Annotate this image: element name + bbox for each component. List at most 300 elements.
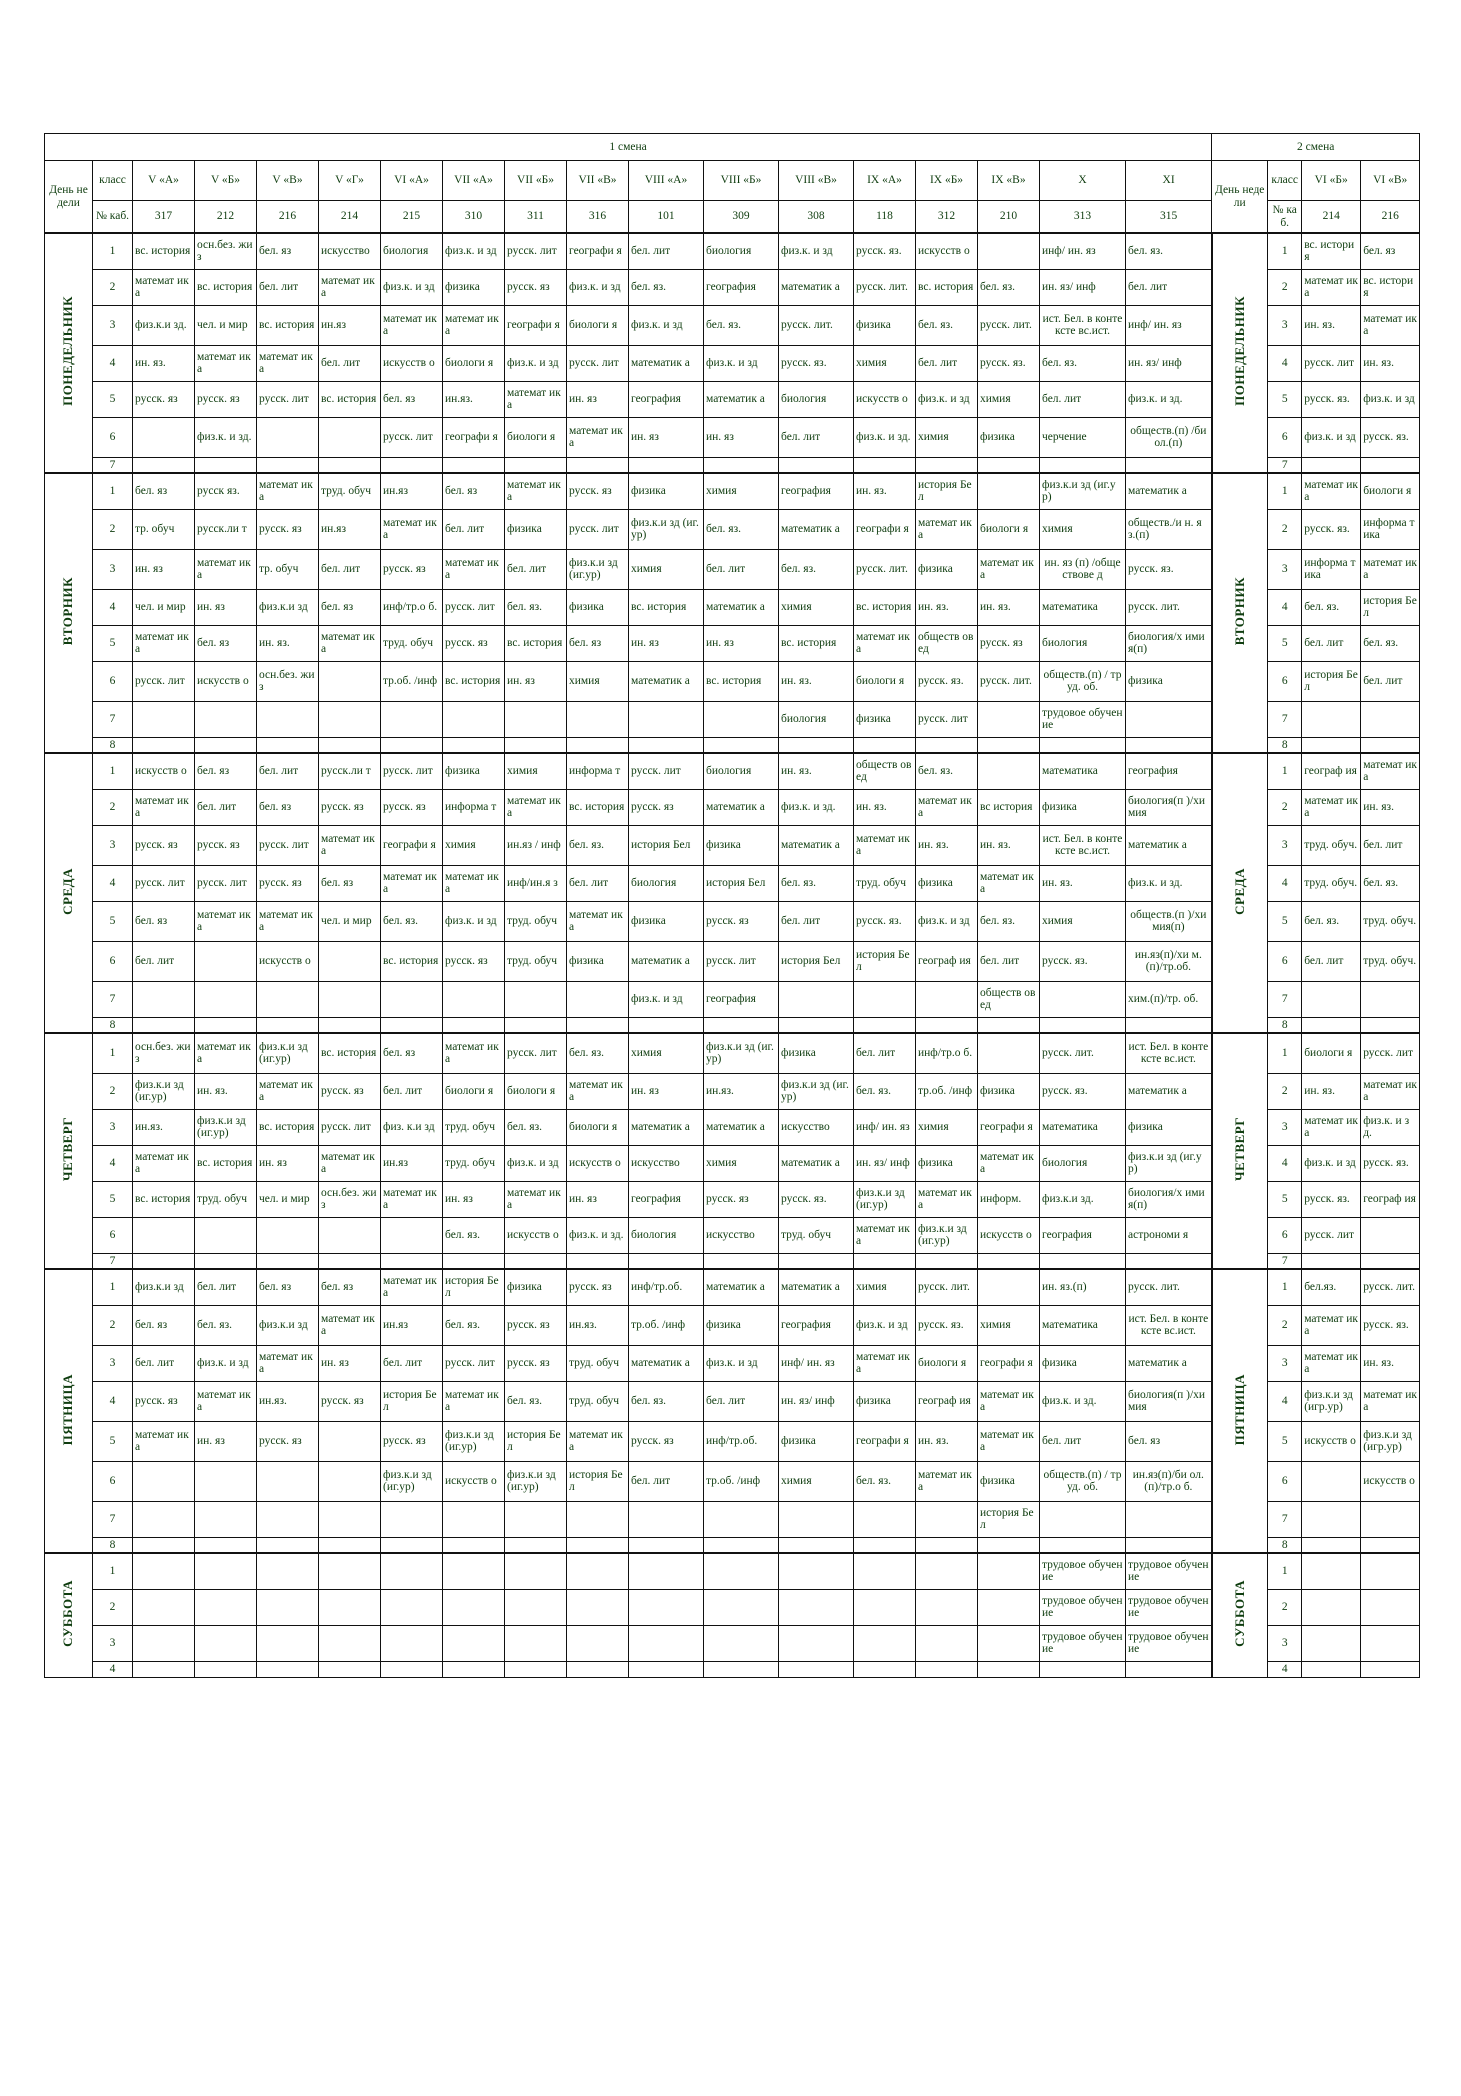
lesson-cell-2: [1302, 457, 1361, 473]
lesson-cell-2: информа тика: [1361, 509, 1420, 549]
lesson-cell: вс. история: [195, 1145, 257, 1181]
lesson-cell: [779, 1553, 854, 1589]
class-header-cell-2: VI «В»: [1361, 161, 1420, 201]
lesson-cell: черчение: [1040, 417, 1126, 457]
lesson-cell: вс. история: [779, 625, 854, 661]
lesson-cell: химия: [629, 1033, 704, 1073]
lesson-cell: бел. яз: [133, 473, 195, 509]
lesson-cell: русск. лит: [629, 753, 704, 789]
lesson-cell: ин.яз: [319, 305, 381, 345]
lesson-cell: [916, 1537, 978, 1553]
lesson-cell-2: математ ика: [1302, 473, 1361, 509]
lesson-cell: химия: [1040, 509, 1126, 549]
lesson-cell: химия: [567, 661, 629, 701]
lesson-cell: [567, 1253, 629, 1269]
lesson-cell: [505, 981, 567, 1017]
lesson-number: 2: [93, 789, 133, 825]
lesson-row: [45, 753, 1420, 789]
lesson-cell: ин. яз.: [779, 753, 854, 789]
lesson-cell-2: бел. яз: [1361, 233, 1420, 269]
lesson-cell: ин.яз: [381, 1305, 443, 1345]
lesson-cell: инф/ ин. яз: [779, 1345, 854, 1381]
lesson-cell: физ. к.и зд: [381, 1109, 443, 1145]
lesson-cell: [704, 1537, 779, 1553]
lesson-cell: бел. лит: [567, 865, 629, 901]
lesson-cell: русск. яз: [629, 789, 704, 825]
lesson-cell: ин. яз/ инф: [1126, 345, 1212, 381]
lesson-number: 5: [93, 1181, 133, 1217]
lesson-cell-2: [1361, 1625, 1420, 1661]
lesson-cell: [978, 457, 1040, 473]
lesson-cell: бел. лит: [629, 233, 704, 269]
lesson-number-2: 3: [1268, 1625, 1302, 1661]
lesson-cell: физ.к.и зд (иг.ур): [567, 549, 629, 589]
lesson-cell: [505, 1017, 567, 1033]
lesson-cell: русск. лит.: [1126, 1269, 1212, 1305]
lesson-cell: математ ика: [257, 901, 319, 941]
day-label-2-tuesday: [1212, 473, 1268, 753]
lesson-cell: русск. яз: [505, 1305, 567, 1345]
lesson-cell: [443, 457, 505, 473]
lesson-cell: русск. лит: [704, 941, 779, 981]
lesson-cell: [567, 1501, 629, 1537]
lesson-cell-2: ин. яз.: [1361, 1345, 1420, 1381]
lesson-cell: [567, 1625, 629, 1661]
lesson-cell: [779, 981, 854, 1017]
lesson-cell-2: [1302, 1017, 1361, 1033]
lesson-number: 1: [93, 1553, 133, 1589]
lesson-number-2: 4: [1268, 1145, 1302, 1181]
lesson-cell: история Бел: [854, 941, 916, 981]
lesson-cell: [978, 753, 1040, 789]
lesson-cell: математик а: [779, 509, 854, 549]
lesson-cell: русск. лит.: [1126, 589, 1212, 625]
lesson-cell: математик а: [704, 589, 779, 625]
lesson-cell-2: бел. лит: [1361, 825, 1420, 865]
day-name-2: ВТОРНИК: [1231, 577, 1247, 646]
lesson-cell-2: русск. лит.: [1361, 1269, 1420, 1305]
lesson-cell: [779, 1661, 854, 1677]
lesson-cell: математ ика: [319, 1305, 381, 1345]
lesson-cell: физ.к. и зд.: [779, 789, 854, 825]
lesson-cell: математ ика: [195, 345, 257, 381]
lesson-cell: [381, 1553, 443, 1589]
lesson-cell: астрономи я: [1126, 1217, 1212, 1253]
lesson-cell: ин. яз.: [195, 1073, 257, 1109]
lesson-cell: ин. яз: [629, 1073, 704, 1109]
lesson-cell: физика: [854, 701, 916, 737]
lesson-cell: [319, 1553, 381, 1589]
lesson-cell: трудовое обучение: [1126, 1625, 1212, 1661]
lesson-cell: ин. яз: [704, 417, 779, 457]
lesson-cell: химия: [854, 345, 916, 381]
lesson-cell: географи я: [978, 1345, 1040, 1381]
lesson-cell: [1126, 1501, 1212, 1537]
lesson-cell: математик а: [779, 1145, 854, 1181]
lesson-cell: [1126, 1661, 1212, 1677]
lesson-cell: чел. и мир: [257, 1181, 319, 1217]
lesson-cell: математик а: [704, 789, 779, 825]
lesson-cell: [916, 1553, 978, 1589]
lesson-cell: бел. лит: [779, 417, 854, 457]
lesson-cell: русск. яз: [319, 1073, 381, 1109]
lesson-cell: [319, 701, 381, 737]
lesson-cell: биология: [629, 865, 704, 901]
lesson-cell: бел. яз: [381, 1033, 443, 1073]
lesson-number-2: 5: [1268, 1421, 1302, 1461]
lesson-cell: бел. лит: [133, 1345, 195, 1381]
lesson-number: 7: [93, 701, 133, 737]
lesson-number: 1: [93, 1269, 133, 1305]
lesson-cell: математ ика: [978, 865, 1040, 901]
day-name: СУББОТА: [60, 1580, 76, 1647]
room-number-cell: 215: [381, 201, 443, 234]
lesson-cell: [1040, 1661, 1126, 1677]
lesson-cell: бел. лит: [1040, 1421, 1126, 1461]
lesson-cell: химия: [629, 549, 704, 589]
lesson-cell: [978, 701, 1040, 737]
lesson-cell: ин. яз: [567, 381, 629, 417]
lesson-cell: [195, 941, 257, 981]
lesson-cell-2: математ ика: [1361, 753, 1420, 789]
lesson-cell: искусств о: [505, 1217, 567, 1253]
lesson-cell: химия: [779, 1461, 854, 1501]
day-name-2: СУББОТА: [1231, 1580, 1247, 1647]
lesson-cell: [854, 1501, 916, 1537]
lesson-cell: география: [704, 981, 779, 1017]
lesson-cell: математ ика: [195, 549, 257, 589]
lesson-cell: обществ./и н. яз.(п): [1126, 509, 1212, 549]
lesson-number-2: 4: [1268, 865, 1302, 901]
lesson-cell: ин.яз: [319, 509, 381, 549]
lesson-cell: вс. история: [505, 625, 567, 661]
lesson-number: 6: [93, 941, 133, 981]
lesson-cell: математ ика: [381, 1269, 443, 1305]
lesson-cell: [854, 1553, 916, 1589]
lesson-cell: физ.к. и зд: [779, 233, 854, 269]
lesson-cell: биологи я: [443, 345, 505, 381]
lesson-cell: [319, 981, 381, 1017]
lesson-cell: труд. обуч: [319, 473, 381, 509]
lesson-cell: [257, 1589, 319, 1625]
lesson-cell: [704, 701, 779, 737]
lesson-cell: русск. яз: [505, 269, 567, 305]
lesson-cell: математ ика: [567, 417, 629, 457]
lesson-cell: математ ика: [978, 1381, 1040, 1421]
lesson-cell: ин. яз.: [916, 825, 978, 865]
lesson-number: 4: [93, 865, 133, 901]
lesson-cell: физика: [443, 269, 505, 305]
lesson-cell: [916, 1661, 978, 1677]
lesson-number-2: 5: [1268, 381, 1302, 417]
day-name: СРЕДА: [60, 867, 76, 915]
lesson-cell: русск. яз: [505, 1345, 567, 1381]
lesson-cell: физ.к. и зд.: [854, 417, 916, 457]
lesson-cell: тр. обуч: [257, 549, 319, 589]
room-header-2: № каб.: [1268, 201, 1302, 234]
lesson-number-2: 3: [1268, 549, 1302, 589]
lesson-cell: математ ика: [133, 1145, 195, 1181]
lesson-cell-2: искусств о: [1361, 1461, 1420, 1501]
lesson-cell: математ ика: [319, 825, 381, 865]
lesson-cell: [505, 737, 567, 753]
lesson-cell: химия: [854, 1269, 916, 1305]
lesson-cell: русск. яз.: [779, 1181, 854, 1217]
lesson-cell: русск. яз.: [1040, 941, 1126, 981]
lesson-cell: [133, 1661, 195, 1677]
lesson-number: 3: [93, 305, 133, 345]
lesson-cell-2: [1361, 1553, 1420, 1589]
day-name-2: ЧЕТВЕРГ: [1231, 1117, 1247, 1182]
lesson-cell: [854, 1589, 916, 1625]
lesson-number-2: 5: [1268, 901, 1302, 941]
day-label-2-friday: [1212, 1269, 1268, 1553]
lesson-cell: инф/тр.о б.: [381, 589, 443, 625]
lesson-cell: [381, 457, 443, 473]
lesson-cell: биология/х имия(п): [1126, 1181, 1212, 1217]
lesson-cell: вс история: [978, 789, 1040, 825]
lesson-number: 3: [93, 1345, 133, 1381]
lesson-cell: бел. яз: [1126, 1421, 1212, 1461]
lesson-cell: биология(п )/химия: [1126, 1381, 1212, 1421]
lesson-cell: труд. обуч: [443, 1145, 505, 1181]
lesson-cell: [133, 1553, 195, 1589]
lesson-cell: [629, 1625, 704, 1661]
lesson-cell-2: бел. яз.: [1302, 901, 1361, 941]
lesson-cell: [257, 1661, 319, 1677]
lesson-cell: бел. яз: [257, 1269, 319, 1305]
lesson-cell: бел. яз.: [505, 1109, 567, 1145]
lesson-cell: тр.об. /инф: [629, 1305, 704, 1345]
lesson-cell: [704, 1661, 779, 1677]
lesson-cell: ин.яз(п)/хи м.(п)/тр.об.: [1126, 941, 1212, 981]
lesson-cell: [195, 701, 257, 737]
lesson-cell: [916, 1625, 978, 1661]
lesson-cell: русск. лит: [443, 1345, 505, 1381]
lesson-cell: ин. яз.: [916, 589, 978, 625]
lesson-cell: история Бел: [916, 473, 978, 509]
lesson-cell: вс. история: [443, 661, 505, 701]
lesson-number-2: 8: [1268, 1537, 1302, 1553]
lesson-cell: [133, 1253, 195, 1269]
lesson-cell: бел. яз.: [629, 1381, 704, 1421]
lesson-cell: осн.без. жиз: [133, 1033, 195, 1073]
class-header-cell: VIII «В»: [779, 161, 854, 201]
lesson-cell: [257, 1553, 319, 1589]
lesson-cell: химия: [505, 753, 567, 789]
lesson-cell: ин. яз: [629, 625, 704, 661]
lesson-cell: бел. яз.: [443, 1305, 505, 1345]
lesson-cell: инф/тр.об.: [704, 1421, 779, 1461]
lesson-cell: математ ика: [257, 473, 319, 509]
lesson-cell: [916, 457, 978, 473]
lesson-cell: [779, 1537, 854, 1553]
lesson-number: 3: [93, 1625, 133, 1661]
lesson-number-2: 1: [1268, 1033, 1302, 1073]
lesson-cell: биологи я: [505, 1073, 567, 1109]
day-label-2-thursday: [1212, 1033, 1268, 1269]
lesson-cell: искусств о: [133, 753, 195, 789]
lesson-cell-2: биологи я: [1302, 1033, 1361, 1073]
lesson-cell: информа т: [443, 789, 505, 825]
day-label-wednesday: [45, 753, 93, 1033]
room-number-cell: 214: [319, 201, 381, 234]
lesson-cell: [319, 1017, 381, 1033]
lesson-number: 5: [93, 381, 133, 417]
lesson-cell: математ ика: [319, 269, 381, 305]
lesson-number-2: 5: [1268, 1181, 1302, 1217]
lesson-cell: [505, 1553, 567, 1589]
lesson-cell: хим.(п)/тр. об.: [1126, 981, 1212, 1017]
lesson-cell-2: [1302, 1461, 1361, 1501]
lesson-cell: [854, 457, 916, 473]
lesson-cell: химия: [1040, 901, 1126, 941]
lesson-number: 2: [93, 1589, 133, 1625]
lesson-cell: физика: [567, 941, 629, 981]
lesson-cell: [381, 1589, 443, 1625]
lesson-cell: географи я: [443, 417, 505, 457]
lesson-cell: физика: [1040, 789, 1126, 825]
lesson-cell: [257, 1501, 319, 1537]
lesson-cell: бел. яз: [133, 1305, 195, 1345]
lesson-cell: история Бел: [978, 1501, 1040, 1537]
lesson-cell-2: математ ика: [1302, 789, 1361, 825]
lesson-cell: [505, 1589, 567, 1625]
lesson-cell: ин. яз/ инф: [779, 1381, 854, 1421]
lesson-cell: [443, 701, 505, 737]
lesson-cell: вс. история: [257, 305, 319, 345]
lesson-cell: физика: [704, 1305, 779, 1345]
schedule-sheet: [44, 133, 1417, 1678]
schedule-table: [44, 133, 1420, 1678]
lesson-cell: [381, 1017, 443, 1033]
lesson-cell-2: биологи я: [1361, 473, 1420, 509]
lesson-cell-2: ин. яз.: [1361, 789, 1420, 825]
lesson-cell: математ ика: [978, 1145, 1040, 1181]
lesson-cell: физ.к. и зд: [854, 1305, 916, 1345]
lesson-cell: ин. яз/ инф: [854, 1145, 916, 1181]
lesson-cell: биология: [381, 233, 443, 269]
lesson-cell: вс. история: [916, 269, 978, 305]
lesson-cell: [916, 1501, 978, 1537]
day-label-tuesday: [45, 473, 93, 753]
lesson-cell: русск. яз: [257, 509, 319, 549]
lesson-cell: бел. яз.: [443, 1217, 505, 1253]
lesson-cell-2: русск. яз.: [1361, 1305, 1420, 1345]
lesson-cell: бел. лит: [704, 549, 779, 589]
lesson-cell: бел. лит: [704, 1381, 779, 1421]
lesson-cell: [505, 1537, 567, 1553]
lesson-cell-2: русск. яз.: [1302, 381, 1361, 417]
lesson-cell: чел. и мир: [133, 589, 195, 625]
lesson-cell: [1040, 1501, 1126, 1537]
lesson-cell: физ.к.и зд: [133, 1269, 195, 1305]
lesson-cell: [381, 1501, 443, 1537]
lesson-cell: [854, 1017, 916, 1033]
lesson-cell: труд. обуч: [854, 865, 916, 901]
lesson-cell: [319, 1537, 381, 1553]
lesson-cell-2: математ ика: [1302, 269, 1361, 305]
lesson-number: 3: [93, 549, 133, 589]
lesson-cell: [779, 1625, 854, 1661]
lesson-cell-2: математ ика: [1361, 549, 1420, 589]
room-number-cell: 118: [854, 201, 916, 234]
lesson-cell: физ.к. и зд: [704, 345, 779, 381]
lesson-cell: биологи я: [978, 509, 1040, 549]
lesson-cell: русск.ли т: [195, 509, 257, 549]
lesson-cell: инф/тр.об.: [629, 1269, 704, 1305]
lesson-number: 6: [93, 1461, 133, 1501]
lesson-cell: бел. яз.: [916, 753, 978, 789]
lesson-cell: [1126, 737, 1212, 753]
lesson-cell-2: вс. история: [1361, 269, 1420, 305]
lesson-cell: [257, 1017, 319, 1033]
lesson-cell: бел. яз.: [567, 825, 629, 865]
lesson-cell: [195, 1461, 257, 1501]
lesson-number-2: 2: [1268, 1073, 1302, 1109]
lesson-cell-2: бел. яз.: [1361, 865, 1420, 901]
lesson-cell: физика: [916, 1145, 978, 1181]
lesson-cell: биология(п )/химия: [1126, 789, 1212, 825]
lesson-cell: русск. лит: [257, 381, 319, 417]
lesson-number-2: 7: [1268, 981, 1302, 1017]
lesson-cell: [854, 1661, 916, 1677]
room-number-cell: 308: [779, 201, 854, 234]
lesson-cell: [854, 1625, 916, 1661]
lesson-cell: [381, 701, 443, 737]
lesson-number: 5: [93, 901, 133, 941]
lesson-cell: бел. яз.: [854, 1073, 916, 1109]
lesson-cell: [195, 1017, 257, 1033]
lesson-cell: ин. яз: [195, 589, 257, 625]
lesson-cell: трудовое обучение: [1126, 1589, 1212, 1625]
room-number-cell: 216: [257, 201, 319, 234]
lesson-cell: [195, 1501, 257, 1537]
lesson-cell: биология: [1040, 1145, 1126, 1181]
lesson-cell: [916, 981, 978, 1017]
lesson-cell-2: русск. лит: [1302, 1217, 1361, 1253]
lesson-cell: ин. яз: [704, 625, 779, 661]
lesson-cell: труд. обуч: [195, 1181, 257, 1217]
lesson-cell: трудовое обучение: [1040, 1589, 1126, 1625]
lesson-cell: [505, 1625, 567, 1661]
lesson-cell-2: [1302, 1253, 1361, 1269]
lesson-cell: русск. лит.: [854, 269, 916, 305]
lesson-number: 2: [93, 269, 133, 305]
lesson-cell-2: русск. яз.: [1302, 1181, 1361, 1217]
lesson-cell: [257, 1461, 319, 1501]
lesson-cell: ин. яз.: [854, 789, 916, 825]
lesson-cell: бел. лит: [916, 345, 978, 381]
lesson-number-2: 2: [1268, 789, 1302, 825]
lesson-cell: [443, 1537, 505, 1553]
lesson-cell: математик а: [629, 1345, 704, 1381]
lesson-cell: бел. яз.: [978, 269, 1040, 305]
lesson-cell: [381, 981, 443, 1017]
lesson-cell: вс. история: [133, 233, 195, 269]
lesson-cell: [443, 1625, 505, 1661]
lesson-cell: ин. яз.: [854, 473, 916, 509]
lesson-cell: [704, 737, 779, 753]
lesson-cell: [978, 233, 1040, 269]
lesson-number-2: 3: [1268, 825, 1302, 865]
lesson-cell: ин.яз / инф: [505, 825, 567, 865]
class-header-cell: XI: [1126, 161, 1212, 201]
lesson-cell: [567, 1589, 629, 1625]
lesson-cell-2: бел. лит: [1302, 625, 1361, 661]
lesson-cell-2: искусств о: [1302, 1421, 1361, 1461]
lesson-cell: ин. яз.: [978, 589, 1040, 625]
